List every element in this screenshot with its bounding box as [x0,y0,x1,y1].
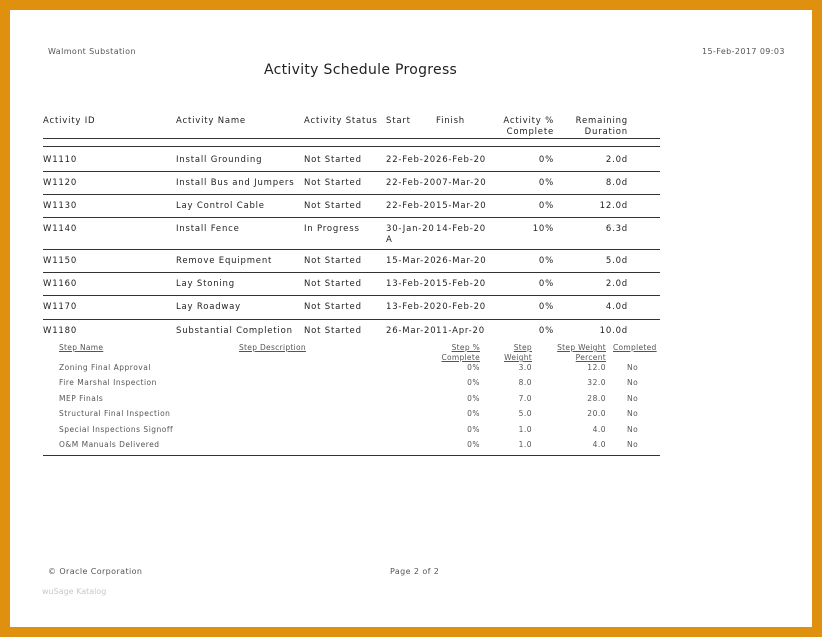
step-col-pct [430,343,480,363]
step-col-completed: Completed [613,343,657,352]
step-pct-complete: 0% [467,440,480,449]
activity-status: Not Started [304,326,362,336]
activity-name: Install Bus and Jumpers [176,178,295,188]
project-name: Walmont Substation [48,47,136,56]
activity-start: 22-Feb-20 [386,155,437,165]
activity-status: Not Started [304,256,362,266]
activity-id: W1180 [43,326,78,336]
activity-name: Remove Equipment [176,256,273,266]
step-pct-complete: 0% [467,363,480,372]
activity-status: In Progress [304,224,360,234]
step-weight: 7.0 [518,393,532,403]
row-divider [43,249,660,250]
step-weight: 1.0 [518,424,532,434]
step-completed: No [627,424,639,434]
step-col-pct-line1: Step % [451,343,480,352]
activity-finish: 20-Feb-20 [436,302,487,312]
activity-status: Not Started [304,178,362,188]
col-activity-pct [480,116,554,138]
activity-start-actual-flag: A [386,235,393,245]
step-completed: No [627,363,639,372]
activity-pct-complete: 0% [538,279,554,289]
activity-finish: 11-Apr-20 [436,326,485,336]
step-completed: No [627,409,639,419]
col-finish: Finish [436,116,465,126]
activity-start: 30-Jan-20 [386,224,435,234]
step-weight: 8.0 [518,378,532,388]
activity-id: W1160 [43,279,78,289]
row-divider [43,295,660,296]
step-col-name: Step Name [59,343,104,352]
report-title: Activity Schedule Progress [264,62,458,78]
step-pct-complete: 0% [467,424,480,434]
step-completed: No [627,440,639,449]
activity-pct-complete: 0% [538,201,554,211]
col-activity-status: Activity Status [304,116,378,126]
activity-finish: 15-Mar-20 [436,201,487,211]
activity-remaining-duration: 10.0d [599,326,628,336]
activity-name: Install Fence [176,224,240,234]
col-activity-name: Activity Name [176,116,246,126]
col-activity-id: Activity ID [43,116,96,126]
step-weight-percent: 20.0 [587,409,606,419]
activity-name: Lay Control Cable [176,201,265,211]
watermark: wuSage Katalog [42,587,107,596]
header-divider [43,138,660,139]
step-col-description: Step Description [239,343,306,352]
activity-remaining-duration: 4.0d [605,302,628,312]
activity-status: Not Started [304,155,362,165]
page-number: Page 2 of 2 [390,567,440,576]
step-weight: 5.0 [518,409,532,419]
activity-remaining-duration: 6.3d [605,224,628,234]
activity-id: W1150 [43,256,78,266]
activity-start: 13-Feb-20 [386,279,437,289]
activity-start: 26-Mar-20 [386,326,437,336]
col-activity-pct-line1: Activity % [503,116,554,126]
step-col-wpct-line2: Percent [575,353,606,362]
activity-pct-complete: 0% [538,256,554,266]
activity-name: Substantial Completion [176,326,293,336]
activity-start: 22-Feb-20 [386,178,437,188]
row-divider [43,217,660,218]
activity-remaining-duration: 5.0d [605,256,628,266]
activity-pct-complete: 0% [538,326,554,336]
activity-pct-complete: 10% [532,224,554,234]
activity-remaining-duration: 8.0d [605,178,628,188]
step-completed: No [627,378,639,388]
step-col-wpct-line1: Step Weight [557,343,606,352]
activity-name: Lay Roadway [176,302,241,312]
activity-pct-complete: 0% [538,302,554,312]
step-name: O&M Manuals Delivered [59,440,160,449]
step-name: MEP Finals [59,393,104,403]
activity-status: Not Started [304,302,362,312]
activity-name: Install Grounding [176,155,263,165]
step-col-weight-percent [540,343,606,363]
copyright: © Oracle Corporation [48,567,143,576]
row-divider [43,171,660,172]
step-col-weight-line1: Step [513,343,532,352]
activity-finish: 15-Feb-20 [436,279,487,289]
step-name: Structural Final Inspection [59,409,171,419]
step-col-weight [490,343,532,363]
step-pct-complete: 0% [467,378,480,388]
activity-remaining-duration: 2.0d [605,155,628,165]
step-name: Special Inspections Signoff [59,424,174,434]
step-col-weight-line2: Weight [504,353,532,362]
activity-name: Lay Stoning [176,279,235,289]
col-remaining-line1: Remaining [575,116,628,126]
step-weight: 3.0 [518,363,532,372]
activity-finish: 14-Feb-20 [436,224,487,234]
activity-start: 22-Feb-20 [386,201,437,211]
activity-remaining-duration: 12.0d [599,201,628,211]
report-page [10,10,812,627]
row-divider [43,272,660,273]
activity-id: W1170 [43,302,78,312]
step-col-pct-line2: Complete [441,353,480,362]
activity-id: W1130 [43,201,78,211]
header-divider-2 [43,146,660,147]
step-name: Fire Marshal Inspection [59,378,157,388]
col-start: Start [386,116,411,126]
activity-status: Not Started [304,201,362,211]
step-completed: No [627,393,639,403]
activity-finish: 26-Feb-20 [436,155,487,165]
col-remaining-duration [560,116,628,138]
steps-bottom-divider [43,455,660,456]
activity-pct-complete: 0% [538,178,554,188]
col-remaining-line2: Duration [584,127,628,137]
activity-id: W1140 [43,224,78,234]
activity-remaining-duration: 2.0d [605,279,628,289]
activity-finish: 26-Mar-20 [436,256,487,266]
step-weight-percent: 4.0 [592,440,606,449]
activity-finish: 07-Mar-20 [436,178,487,188]
step-weight-percent: 28.0 [587,393,606,403]
row-divider [43,319,660,320]
print-date: 15-Feb-2017 09:03 [702,47,785,56]
row-divider [43,194,660,195]
activity-id: W1110 [43,155,78,165]
step-name: Zoning Final Approval [59,363,151,372]
step-pct-complete: 0% [467,393,480,403]
step-weight-percent: 32.0 [587,378,606,388]
activity-id: W1120 [43,178,78,188]
col-activity-pct-line2: Complete [506,127,554,137]
activity-pct-complete: 0% [538,155,554,165]
activity-start: 15-Mar-20 [386,256,437,266]
step-weight-percent: 12.0 [587,363,606,372]
step-weight-percent: 4.0 [592,424,606,434]
step-weight: 1.0 [518,440,532,449]
activity-status: Not Started [304,279,362,289]
activity-start: 13-Feb-20 [386,302,437,312]
step-pct-complete: 0% [467,409,480,419]
